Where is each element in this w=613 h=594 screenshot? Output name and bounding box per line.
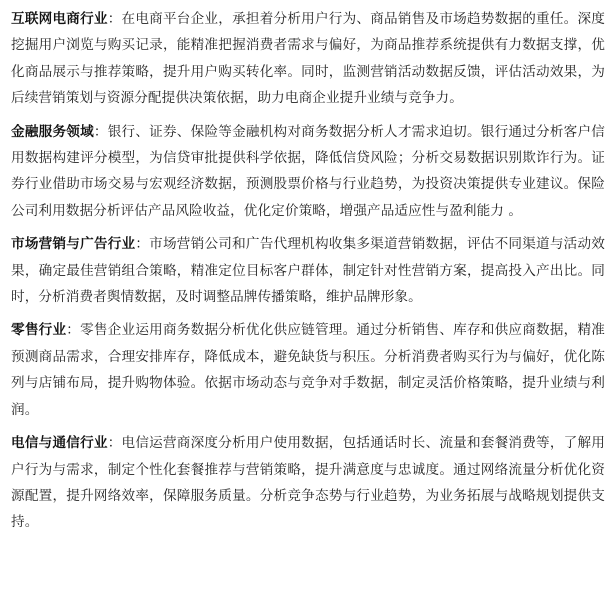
section-ecommerce <box>11 6 605 112</box>
section-text-retail: ：零售企业运用商务数据分析优化供应链管理。通过分析销售、库存和供应商数据，精准预测商品需求，合理安排库存，降低成本，避免缺货与积压。分析消费者购买行为与偏好，优化陈列与店铺布局，提升购物体验。依据市场动态与竞争对手数据，制定灵活价格策略，提升业绩与利润。 <box>11 322 605 418</box>
section-heading-marketing: 市场营销与广告行业 <box>11 236 136 253</box>
section-heading-telecom: 电信与通信行业 <box>11 435 108 452</box>
section-text-ecommerce: ：在电商平台企业，承担着分析用户行为、商品销售及市场趋势数据的重任。深度挖掘用户浏览与购买记录，能精准把握消费者需求与偏好，为商品推荐系统提供有力数据支撑，优化商品展示与推荐策略，提升用户购买转化率。同时，监测营销活动数据反馈，评估活动效果，为后续营销策划与资源分配提供决策依据，助力电商企业提升业绩与竞争力。 <box>11 11 605 107</box>
section-text-marketing: ：市场营销公司和广告代理机构收集多渠道营销数据，评估不同渠道与活动效果，确定最佳营销组合策略，精准定位目标客户群体，制定针对性营销方案，提高投入产出比。同时，分析消费者舆情数据，及时调整品牌传播策略，维护品牌形象。 <box>11 236 605 306</box>
section-text-telecom: ：电信运营商深度分析用户使用数据，包括通话时长、流量和套餐消费等，了解用户行为与需求，制定个性化套餐推荐与营销策略，提升满意度与忠诚度。通过网络流量分析优化资源配置，提升网络效率，保障服务质量。分析竞争态势与行业趋势，为业务拓展与战略规划提供支持。 <box>11 435 605 531</box>
section-marketing <box>11 231 605 310</box>
section-heading-retail: 零售行业 <box>11 322 67 339</box>
section-heading-ecommerce: 互联网电商行业 <box>11 11 108 27</box>
section-text-finance: ：银行、证券、保险等金融机构对商务数据分析人才需求迫切。银行通过分析客户信用数据构建评分模型，为信贷审批提供科学依据，降低信贷风险；分析交易数据识别欺诈行为。证券行业借助市场交易与宏观经济数据，预测股票价格与行业趋势，为投资决策提供专业建议。保险公司利用数据分析评估产品风险收益，优化定价策略，增强产品适应性与盈利能力 。 <box>11 123 605 219</box>
section-finance <box>11 119 605 225</box>
section-retail <box>11 317 605 423</box>
section-heading-finance: 金融服务领域 <box>11 123 94 140</box>
section-telecom <box>11 430 605 536</box>
